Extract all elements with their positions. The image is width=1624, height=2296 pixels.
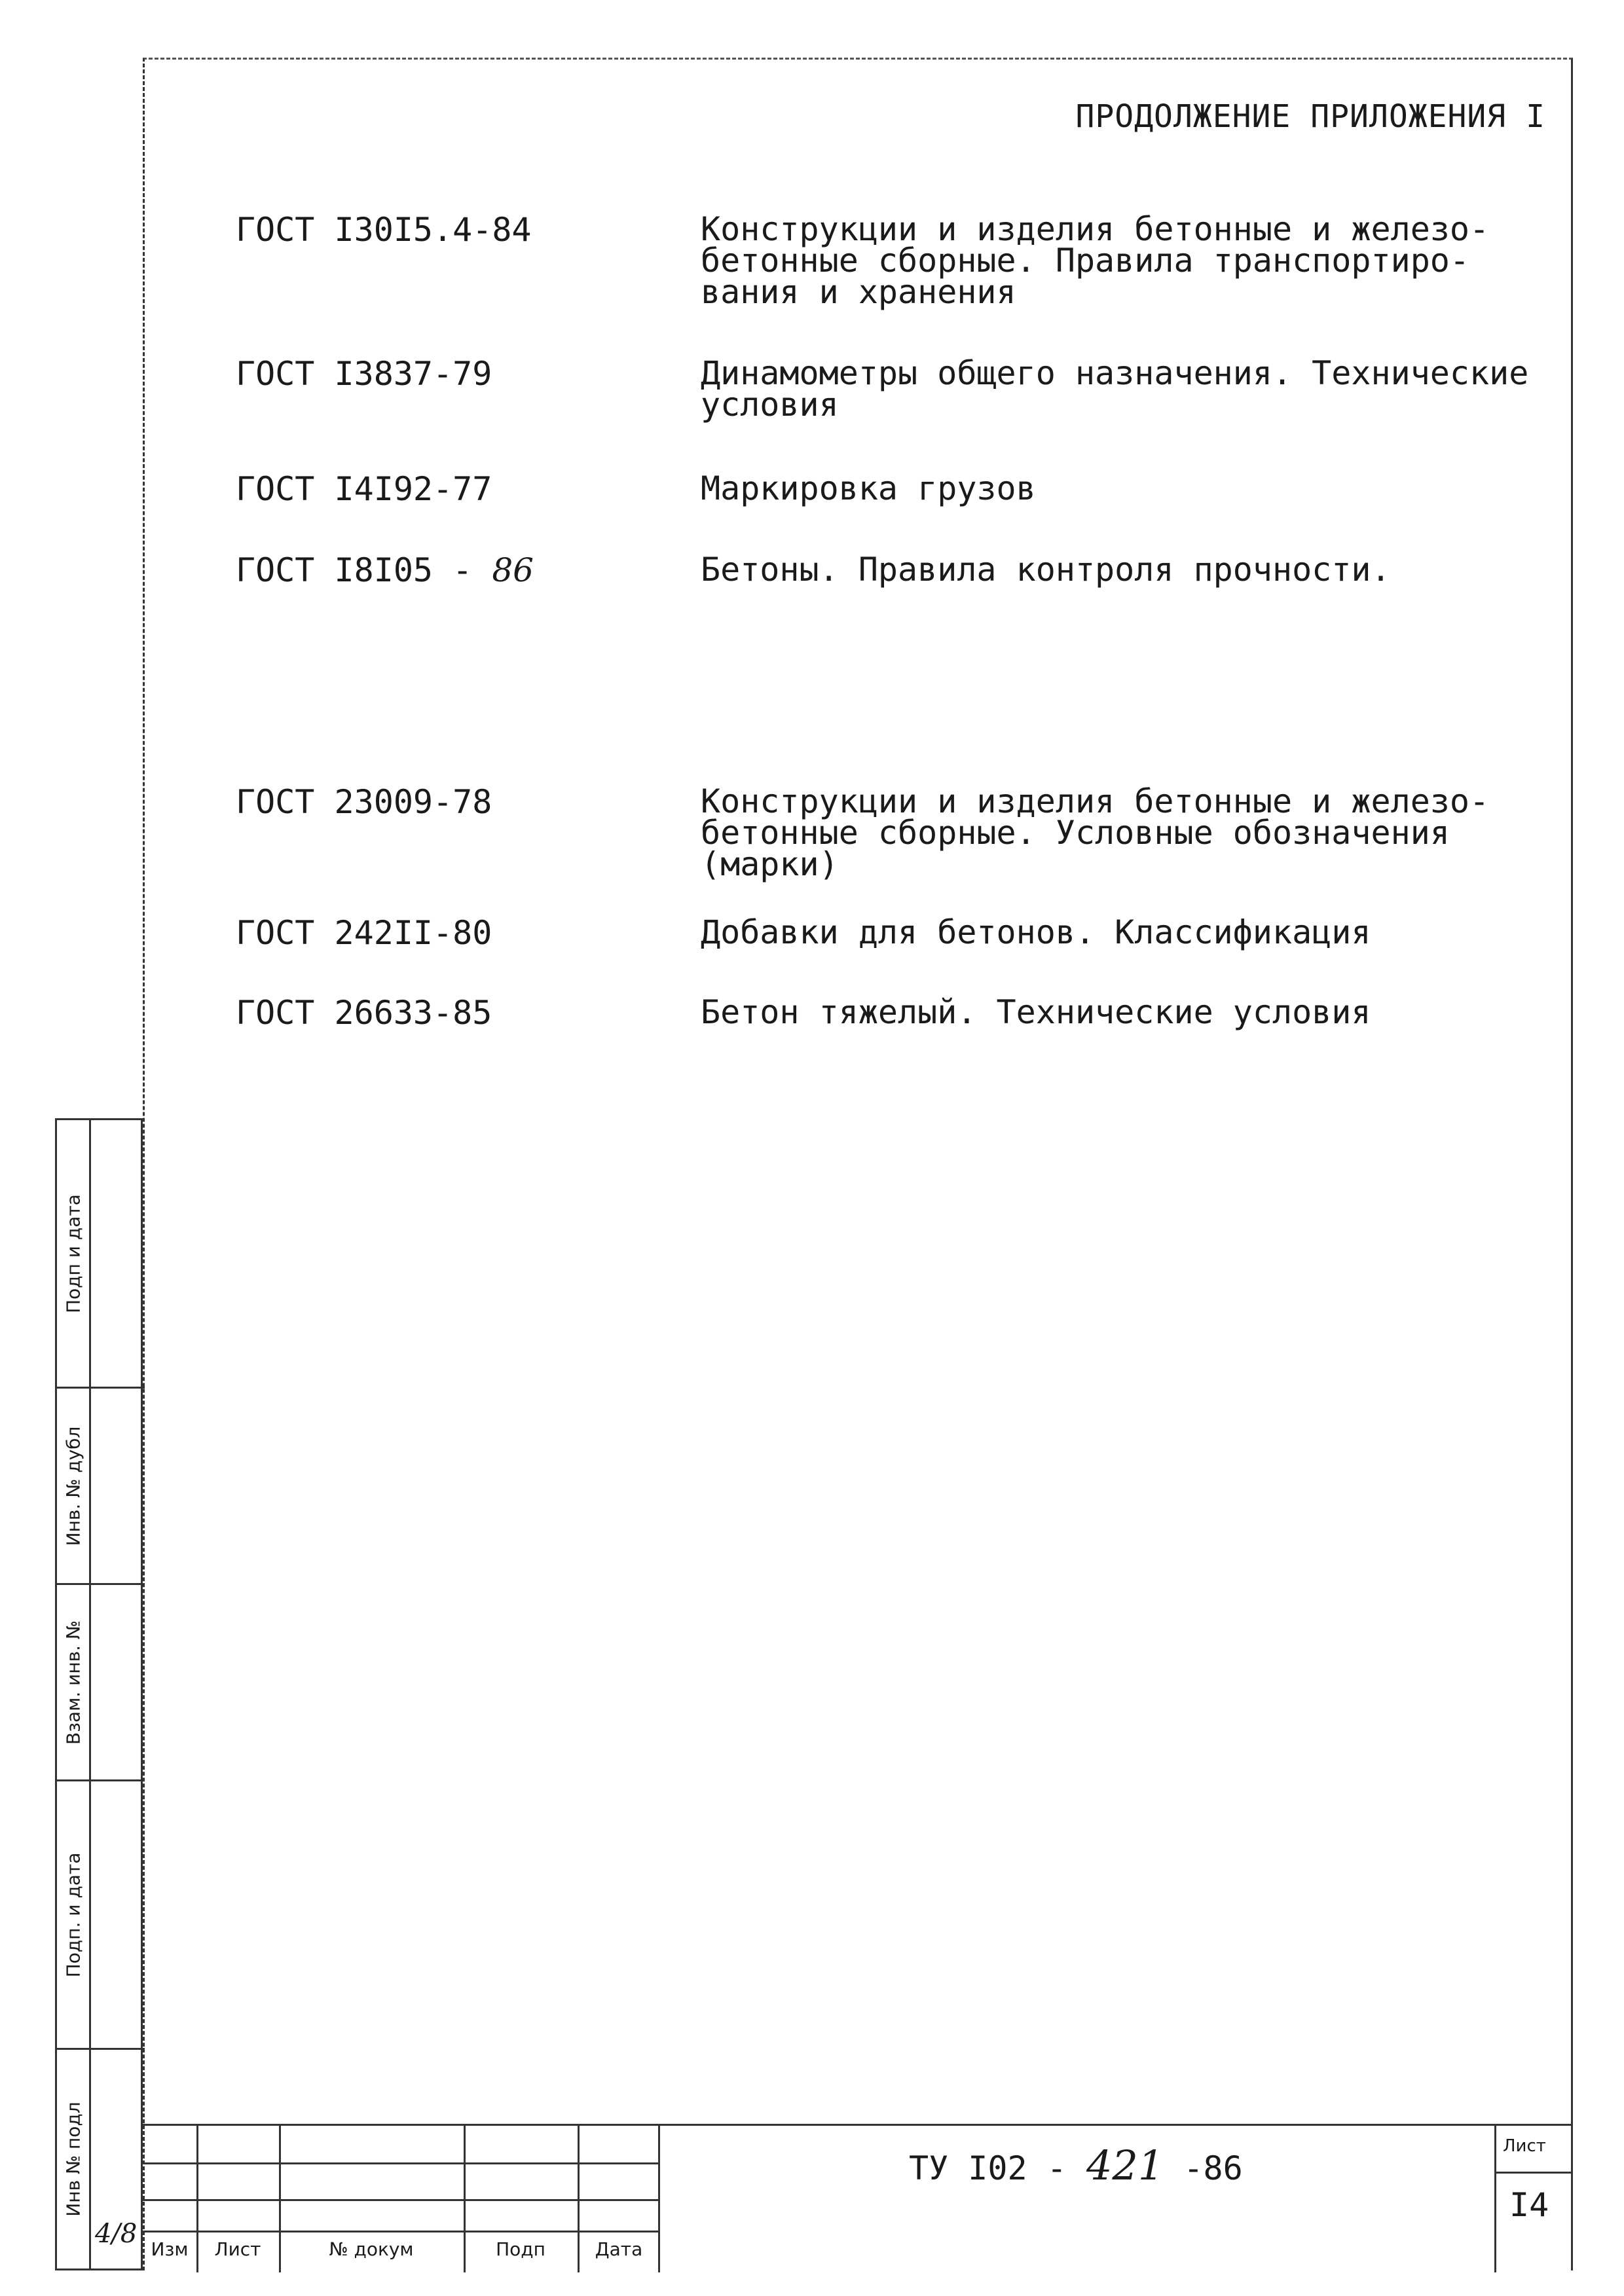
column-label: Лист: [214, 2238, 261, 2260]
standard-description: Бетон тяжелый. Технические условия: [701, 993, 1371, 1031]
column-label: Дата: [595, 2238, 643, 2260]
title-block: [143, 2124, 1573, 2270]
standard-description: Динамометры общего назначения. Технические условия: [701, 354, 1529, 424]
sheet-label: Лист: [1503, 2136, 1546, 2156]
revision-grid: [143, 2126, 660, 2272]
margin-label: Инв № подл: [62, 2102, 84, 2217]
standard-code: ГОСТ 26633-85: [236, 994, 492, 1032]
margin-label: Подп и дата: [62, 1194, 84, 1313]
document-designation: ТУ I02 - 421 -86: [909, 2141, 1243, 2189]
column-label: Подп: [496, 2238, 545, 2260]
standard-description: Бетоны. Правила контроля прочности.: [701, 551, 1391, 589]
binding-margin: [55, 1118, 143, 2270]
margin-cell-sign-date: [57, 1120, 145, 1389]
standard-code: ГОСТ I3837-79: [236, 355, 492, 393]
margin-cell-orig-inv: [57, 2050, 145, 2269]
margin-label: Взам. инв. №: [62, 1620, 84, 1745]
standard-description: Маркировка грузов: [701, 469, 1036, 507]
margin-label: Инв. № дубл: [62, 1426, 84, 1546]
standard-description: Добавки для бетонов. Классификация: [701, 913, 1371, 951]
margin-cell-dup-inv: [57, 1389, 145, 1585]
standard-code: ГОСТ 242II-80: [236, 914, 492, 952]
margin-cell-sign-date-2: [57, 1781, 145, 2050]
sheet-number: I4: [1509, 2186, 1549, 2224]
column-label: № докум: [329, 2238, 414, 2260]
margin-label: Подп. и дата: [62, 1852, 84, 1977]
inventory-signature: 4/8: [95, 2219, 138, 2249]
standard-code: ГОСТ I8I05 - 86: [236, 551, 534, 589]
standard-description: Конструкции и изделия бетонные и железо-бетонные сборные. Условные обозначения (марки): [701, 782, 1490, 883]
continuation-header: ПРОДОЛЖЕНИЕ ПРИЛОЖЕНИЯ I: [1075, 98, 1545, 135]
margin-cell-repl-inv: [57, 1585, 145, 1781]
standard-description: Конструкции и изделия бетонные и железо-бетонные сборные. Правила транспортиро-вания и хранения: [701, 210, 1490, 311]
sheet-box: [1494, 2126, 1573, 2272]
standard-code: ГОСТ I30I5.4-84: [236, 211, 532, 249]
standard-code: ГОСТ 23009-78: [236, 783, 492, 821]
column-label: Изм: [151, 2238, 189, 2260]
standard-code: ГОСТ I4I92-77: [236, 470, 492, 508]
